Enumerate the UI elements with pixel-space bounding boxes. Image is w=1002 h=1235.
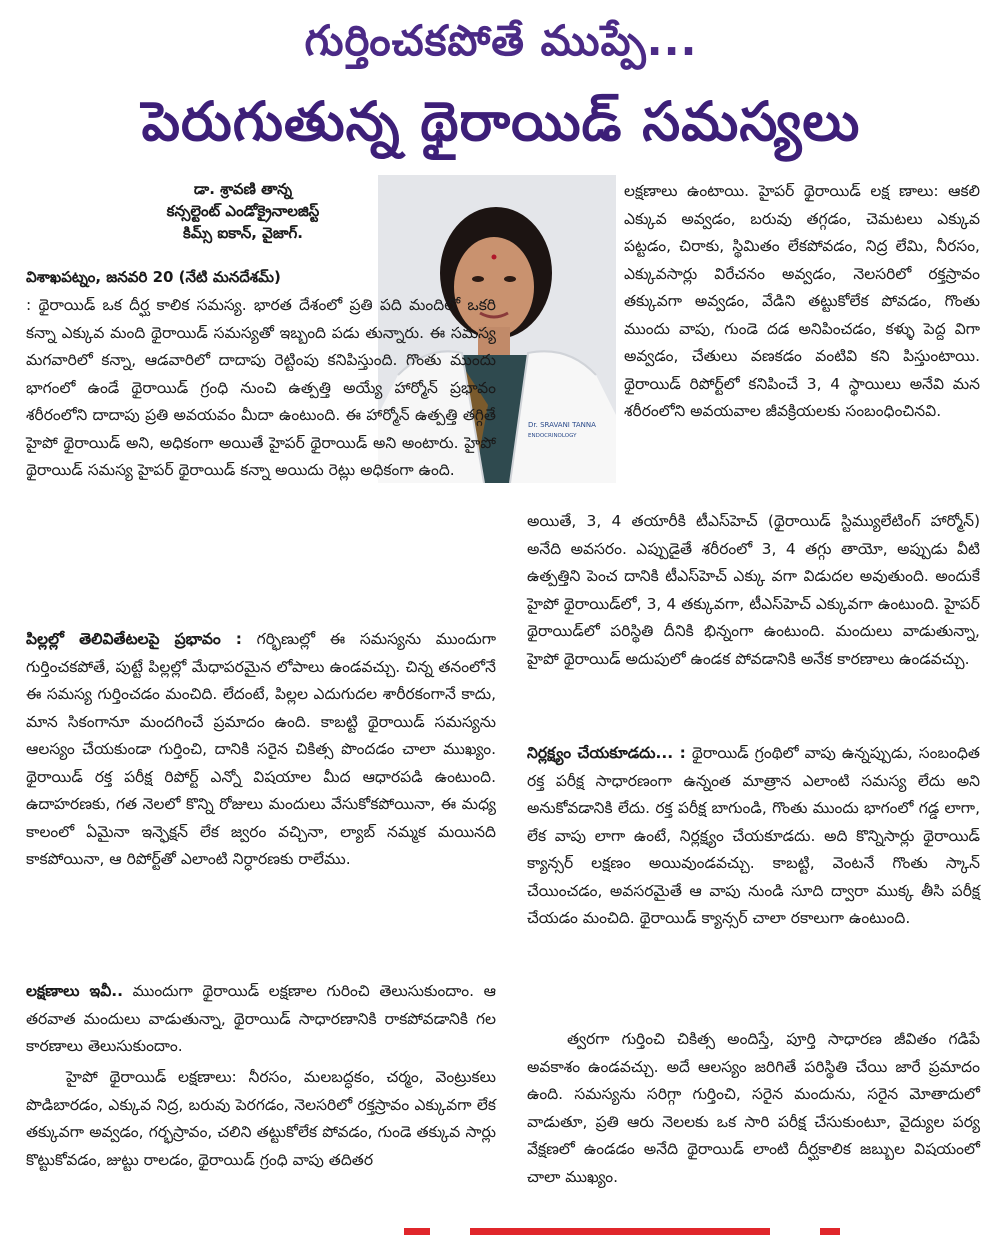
coat-name-tag: Dr. SRAVANI TANNA [528,421,596,429]
paragraph-symptoms-intro [26,978,496,1061]
paragraph-hyper-symptoms: లక్షణాలు ఉంటాయి. హైపర్ థైరాయిడ్ లక్ష ణాలు: ఆకలి ఎక్కువ అవ్వడం, బరువు తగ్గడం, చెమటలు ఎక్కువ పట్టడం, చిరాకు, స్థిమితం లేకపోవడం, నిద్ర లేమి, నీరసం, ఎక్కువసార్లు విరేచనం అవ్వడం, నెలసరిలో రక్తస్రావం తక్కువగా అవ్వడం, వేడిని తట్టుకోలేక పోవడం, గొంతు ముందు వాపు, గుండె దడ అనిపించడం, కళ్ళు పెద్ద విగా అవ్వడం, చేతులు వణకడం వంటివి కని పిస్తుంటాయి. థైరాయిడ్ రిపోర్ట్‌లో కనిపించే 3, 4 స్థాయిలు అనేవి మన శరీరంలోని అవయవాల జీవక్రియలకు సంబంధించినవి. [624,182,980,420]
subheading-neglect: నిర్లక్ష్యం చేయకూడదు... : [527,744,686,762]
paragraph-intro: : థైరాయిడ్ ఒక దీర్ఘ కాలిక సమస్య. భారత దేశంలో ప్రతి పది మందిలో ఒకరి కన్నా ఎక్కువ మంది థైరాయిడ్ సమస్యతో ఇబ్బంది పడు తున్నారు. ఈ సమస్య మగవారిలో కన్నా, ఆడవారిలో దాదాపు రెట్టింపు కనిపిస్తుంది. గొంతు ముందు భాగంలో ఉండే థైరాయిడ్ గ్రంధి నుంచి ఉత్పత్తి అయ్యే హార్మోన్ ప్రభావం శరీరంలోని దాదాపు ప్రతి అవయవం మీదా ఉంటుంది. ఈ హార్మోన్ ఉత్పత్తి తగ్గితే హైపో థైరాయిడ్ అని, అధికంగా అయితే హైపర్ థైరాయిడ్ అని అంటారు. హైపో థైరాయిడ్ సమస్య హైపర్ థైరాయిడ్ కన్నా అయిదు రెట్లు అధికంగా ఉంది. [26,296,496,479]
accent-segment [470,1228,770,1235]
paragraph-neglect [527,740,980,933]
paragraph-children-impact [26,626,496,874]
author-designation: కన్సల్టెంట్ ఎండోక్రైనాలజిస్ట్ [166,202,320,220]
accent-segment [820,1228,840,1235]
author-name: డా. శ్రావణి తాన్న [193,180,293,198]
paragraph-conclusion: త్వరగా గుర్తించి చికిత్స అందిస్తే, పూర్తి సాధారణ జీవితం గడిపే అవకాశం ఉండవచ్చు. అదే ఆలస్యం జరిగితే పరిస్థితి చేయి జారే ప్రమాదం ఉంది. సమస్యను సరిగ్గా గుర్తించి, సరైన మందును, సరైన మోతాదులో వాడుతూ, ప్రతి ఆరు నెలలకు ఒక సారి పరీక్ష చేసుకుంటూ, వైద్యుల పర్య వేక్షణలో ఉండడం అనేది థైరాయిడ్ లాంటి దీర్ఘకాలిక జబ్బుల విషయంలో చాలా ముఖ్యం. [527,1030,980,1186]
paragraph-hypo-symptoms: హైపో థైరాయిడ్ లక్షణాలు: నీరసం, మలబద్ధకం, చర్మం, వెంట్రుకలు పొడిబారడం, ఎక్కువ నిద్ర, బరువు పెరగడం, నెలసరిలో రక్తస్రావం ఎక్కువగా లేక తక్కువగా అవ్వడం, గర్భస్రావం, చలిని తట్టుకోలేక పోవడం, గుండె తక్కువ సార్లు కొట్టుకోవడం, జుట్టు రాలడం, థైరాయిడ్ గ్రంధి వాపు తదితర [26,1068,496,1169]
subheading-symptoms: లక్షణాలు ఇవీ.. [26,982,123,1000]
text-children-impact: గర్భిణుల్లో ఈ సమస్యను ముందుగా గుర్తించకపోతే, పుట్టే పిల్లల్లో మేధాపరమైన లోపాలు ఉండవచ్చు. చిన్న తనంలోనే ఈ సమస్య గుర్తించడం మంచిది. లేదంటే, పిల్లల ఎదుగుదల శారీరకంగానే కాదు, మాన సికంగానూ మందగించే ప్రమాదం ఉంది. కాబట్టి థైరాయిడ్ సమస్యను ఆలస్యం చేయకుండా గుర్తించి, దానికి సరైన చికిత్స పొందడం చాలా ముఖ్యం. థైరాయిడ్ రక్త పరీక్ష రిపోర్ట్ ఎన్నో విషయాల మీద ఆధారపడి ఉంటుంది. ఉదాహరణకు, గత నెలలో కొన్ని రోజులు మందులు వేసుకోకపోయినా, ఈ మధ్య కాలంలో ఏమైనా ఇన్ఫెక్షన్ లేక జ్వరం వచ్చినా, ల్యాబ్ నమ్మక మయినది కాకపోయినా, ఆ రిపోర్ట్‌తో ఎలాంటి నిర్ధారణకు రాలేము. [26,630,496,868]
paragraph-tsh: అయితే, 3, 4 తయారీకి టీఎస్‌హెచ్ (థైరాయిడ్ స్టిమ్యులేటింగ్ హార్మోన్) అనేది అవసరం. ఎప్పుడైతే శరీరంలో 3, 4 తగ్గు తాయో, అప్పుడు వీటి ఉత్పత్తిని పెంచ దానికి టీఎస్‌హెచ్ ఎక్కు వగా విడుదల అవుతుంది. అందుకే హైపో థైరాయిడ్‌లో, 3, 4 తక్కువగా, టీఎస్‌హెచ్ ఎక్కువగా ఉంటుంది. హైపర్ థైరాయిడ్‌లో పరిస్థితి దీనికి భిన్నంగా ఉంటుంది. మందులు వాడుతున్నా, హైపో థైరాయిడ్ అదుపులో ఉండక పోవడానికి అనేక కారణాలు ఉండవచ్చు. [527,512,980,668]
bottom-accent-strip [0,1228,1002,1235]
author-hospital: కిమ్స్ ఐకాన్, వైజాగ్. [183,224,303,242]
text-symptoms-intro: ముందుగా థైరాయిడ్ లక్షణాల గురించి తెలుసుకుందాం. ఆ తరవాత మందులు వాడుతున్నా, థైరాయిడ్ సాధారణానికి రాకపోవడానికి గల కారణాలు తెలుసుకుందాం. [26,982,496,1055]
coat-department-tag: ENDOCRINOLOGY [528,433,577,439]
headline-kicker: గుర్తించకపోతే ముప్పే... [304,16,698,65]
byline [118,178,368,244]
text-neglect: థైరాయిడ్ గ్రంథిలో వాపు ఉన్నప్పుడు, సంబంధిత రక్త పరీక్ష సాధారణంగా ఉన్నంత మాత్రాన ఎలాంటి సమస్య లేదు అని అనుకోవడానికి లేదు. రక్త పరీక్ష బాగుండి, గొంతు ముందు భాగంలో గడ్డ లాగా, లేక వాపు లాగా ఉంటే, నిర్లక్ష్యం చేయకూడదు. అది కొన్నిసార్లు థైరాయిడ్ క్యాన్సర్ లక్షణం అయివుండవచ్చు. కాబట్టి, వెంటనే గొంతు స్కాన్ చేయించడం, అవసరమైతే ఆ వాపు నుండి సూది ద్వారా ముక్క తీసి పరీక్ష చేయడం మంచిది. థైరాయిడ్ క్యాన్సర్ చాలా రకాలుగా ఉంటుంది. [527,744,980,927]
subheading-children-impact: పిల్లల్లో తెలివితేటలపై ప్రభావం : [26,630,243,648]
accent-segment [404,1228,430,1235]
headline-title: పెరుగుతున్న థైరాయిడ్ సమస్యలు [141,90,861,153]
dateline: విశాఖపట్నం, జనవరి 20 (నేటి మనదేశమ్) [26,268,281,286]
